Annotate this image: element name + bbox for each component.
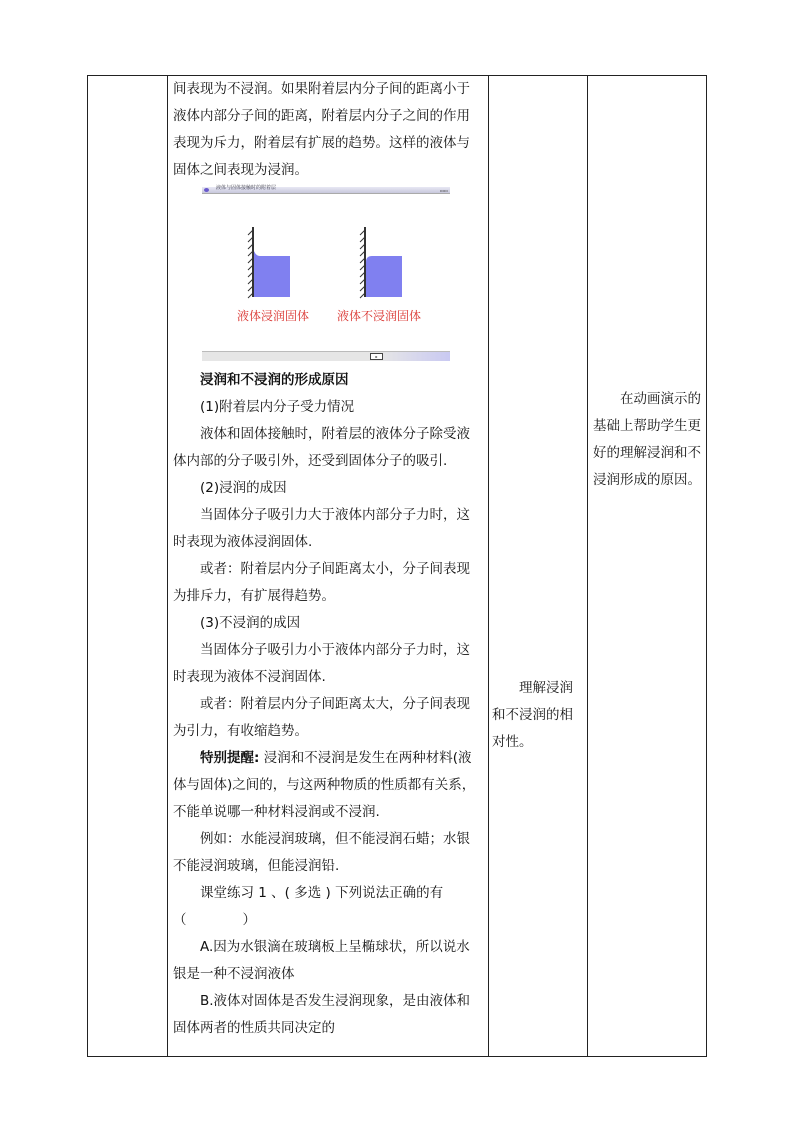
lesson-table — [87, 75, 707, 1057]
figure-window-title: 液体与固体接触时的附着层 — [216, 185, 277, 191]
option-b: B.液体对固体是否发生浸润现象，是由液体和固体两者的性质共同决定的 — [173, 993, 471, 1036]
tip-label: 特别提醒: — [200, 750, 260, 766]
figure-status-bar — [202, 351, 450, 361]
option-a: A.因为水银滴在玻璃板上呈椭球状，所以说水银是一种不浸润液体 — [173, 939, 470, 982]
window-buttons-icon: ▫▫▫ — [439, 188, 448, 193]
subsection-title-2: (2)浸润的成因 — [200, 480, 287, 496]
column-divider — [587, 76, 588, 1056]
section-heading: 浸润和不浸润的形成原因 — [200, 372, 349, 388]
subsection-alt-3: 或者：附着层内分子间距离太大，分子间表现为引力，有收缩趋势。 — [173, 696, 470, 739]
caption-nonwetting: 液体不浸润固体 — [337, 309, 422, 323]
column-divider — [167, 76, 168, 1056]
exercise-paren-close: ） — [242, 912, 256, 928]
subsection-body-3: 当固体分子吸引力小于液体内部分子力时，这时表现为液体不浸润固体. — [173, 642, 470, 685]
caption-wetting: 液体浸润固体 — [237, 309, 310, 323]
student-activity-cell — [492, 675, 584, 756]
wall-left-icon — [248, 227, 253, 298]
liquid-nonwetting-shape — [366, 256, 402, 297]
student-activity-text: 理解浸润和不浸润的相对性。 — [492, 680, 573, 750]
liquid-wetting-shape — [254, 251, 290, 297]
subsection-title-1: (1)附着层内分子受力情况 — [200, 399, 355, 415]
exercise-question — [173, 880, 483, 934]
exercise-paren-open: （ — [173, 912, 187, 928]
subsection-title-3: (3)不浸润的成因 — [200, 615, 301, 631]
teaching-content-cell — [173, 76, 483, 1042]
wetting-animation-figure — [202, 187, 450, 361]
paragraph-intro: 间表现为不浸润。如果附着层内分子间的距离小于液体内部分子间的距离，附着层内分子之间的作用表现为斥力，附着层有扩展的趋势。这样的液体与固体之间表现为浸润。 — [173, 81, 470, 178]
subsection-alt-2: 或者：附着层内分子间距离太小，分子间表现为排斥力，有扩展得趋势。 — [173, 561, 470, 604]
subsection-body-2: 当固体分子吸引力大于液体内部分子力时，这时表现为液体浸润固体. — [173, 507, 470, 550]
tip-body: 浸润和不浸润是发生在两种材料(液体与固体)之间的，与这两种物质的性质都有关系，不能单说哪一种材料浸润或不浸润. — [173, 750, 476, 820]
design-intent-text: 在动画演示的基础上帮助学生更好的理解浸润和不浸润形成的原因。 — [593, 391, 701, 488]
wall-right-icon — [360, 227, 365, 298]
playback-button-icon: ▸ — [370, 353, 383, 360]
special-tip — [173, 745, 483, 826]
example-paragraph: 例如：水能浸润玻璃，但不能浸润石蜡；水银不能浸润玻璃，但能浸润铅. — [173, 831, 470, 874]
subsection-body-1: 液体和固体接触时，附着层的液体分子除受液体内部的分子吸引外，还受到固体分子的吸引. — [173, 426, 470, 469]
exercise-text: 课堂练习 1 、( 多选 ) 下列说法正确的有 — [200, 885, 444, 901]
design-intent-cell — [593, 386, 705, 494]
wetting-diagram — [202, 187, 450, 361]
column-divider — [488, 76, 489, 1056]
